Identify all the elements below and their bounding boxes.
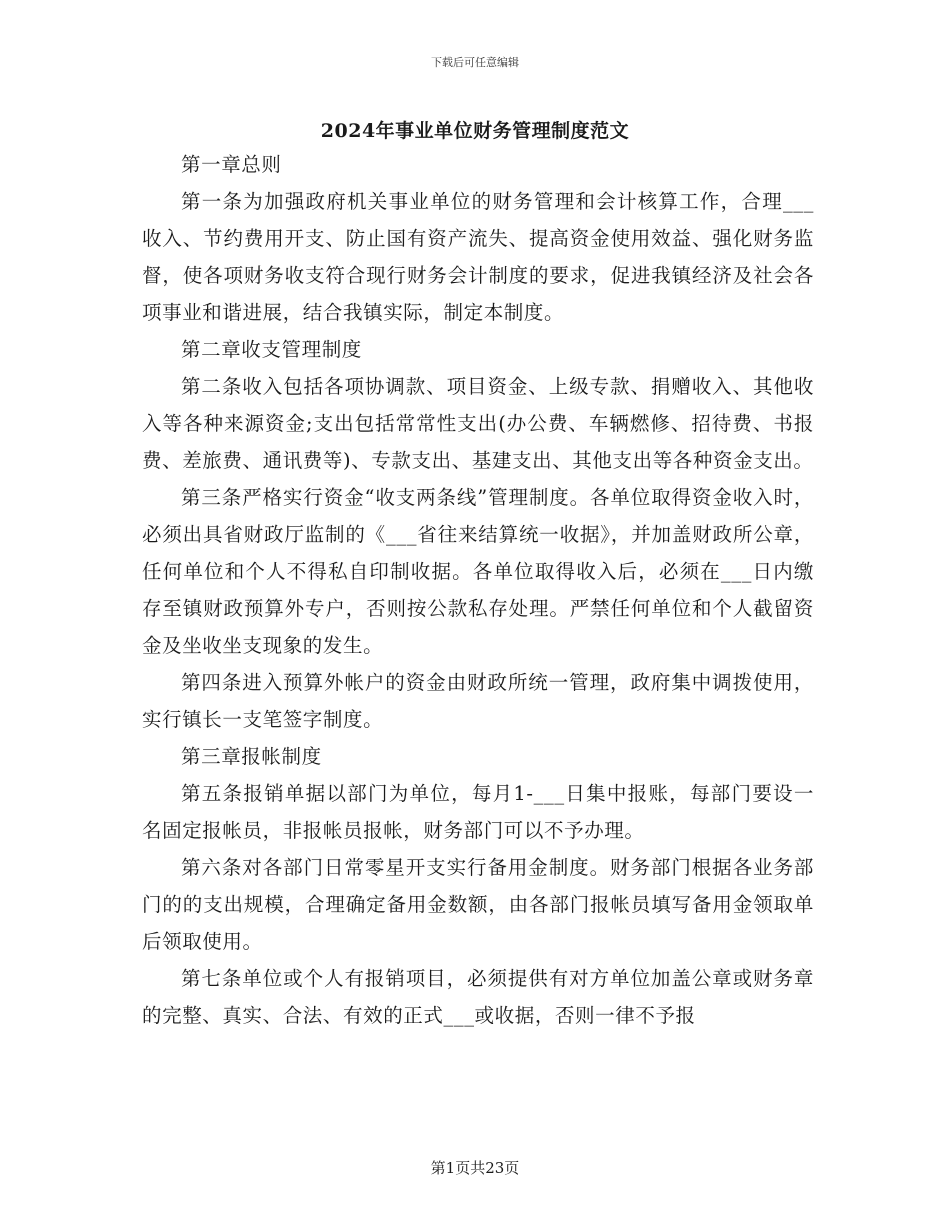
chapter-heading-reimbursement: 第三章报帐制度: [181, 745, 322, 768]
document-title: 2024年事业单位财务管理制度范文: [320, 120, 630, 142]
article-1-paragraph: 第一条为加强政府机关事业单位的财务管理和会计核算工作，合理___收入、节约费用开支、防止国有资产流失、提高资金使用效益、强化财务监督，使各项财务收支符合现行财务会计制度的要求，促进我镇经济及社会各项事业和谐进展，结合我镇实际，制定本制度。: [142, 190, 814, 324]
article-7-paragraph: 第七条单位或个人有报销项目，必须提供有对方单位加盖公章或财务章的完整、真实、合法、有效的正式___或收据，否则一律不予报: [142, 967, 814, 1027]
article-5-paragraph: 第五条报销单据以部门为单位，每月1-___日集中报账，每部门要设一名固定报帐员，非报帐员报帐，财务部门可以不予办理。: [142, 782, 814, 842]
article-2-paragraph: 第二条收入包括各项协调款、项目资金、上级专款、捐赠收入、其他收入等各种来源资金;支出包括常常性支出(办公费、车辆燃修、招待费、书报费、差旅费、通讯费等)、专款支出、基建支出、其他支出等各种资金支出。: [142, 375, 814, 472]
article-6-paragraph: 第六条对各部门日常零星开支实行备用金制度。财务部门根据各业务部门的的支出规模，合理确定备用金数额，由各部门报帐员填写备用金领取单后领取使用。: [142, 856, 814, 953]
document-body: [142, 146, 814, 1034]
chapter-heading-general: 第一章总则: [181, 153, 282, 176]
chapter-heading-income-expense: 第二章收支管理制度: [181, 338, 362, 361]
page-number: 第1页共23页: [430, 1159, 520, 1177]
article-3-paragraph: 第三条严格实行资金“收支两条线”管理制度。各单位取得资金收入时，必须出具省财政厅监制的《___省往来结算统一收据》，并加盖财政所公章，任何单位和个人不得私自印制收据。各单位取得收入后，必须在___日内缴存至镇财政预算外专户，否则按公款私存处理。严禁任何单位和个人截留资金及坐收坐支现象的发生。: [142, 486, 814, 657]
page-header-note: 下载后可任意编辑: [431, 56, 519, 69]
article-4-paragraph: 第四条进入预算外帐户的资金由财政所统一管理，政府集中调拨使用，实行镇长一支笔签字制度。: [142, 671, 814, 731]
